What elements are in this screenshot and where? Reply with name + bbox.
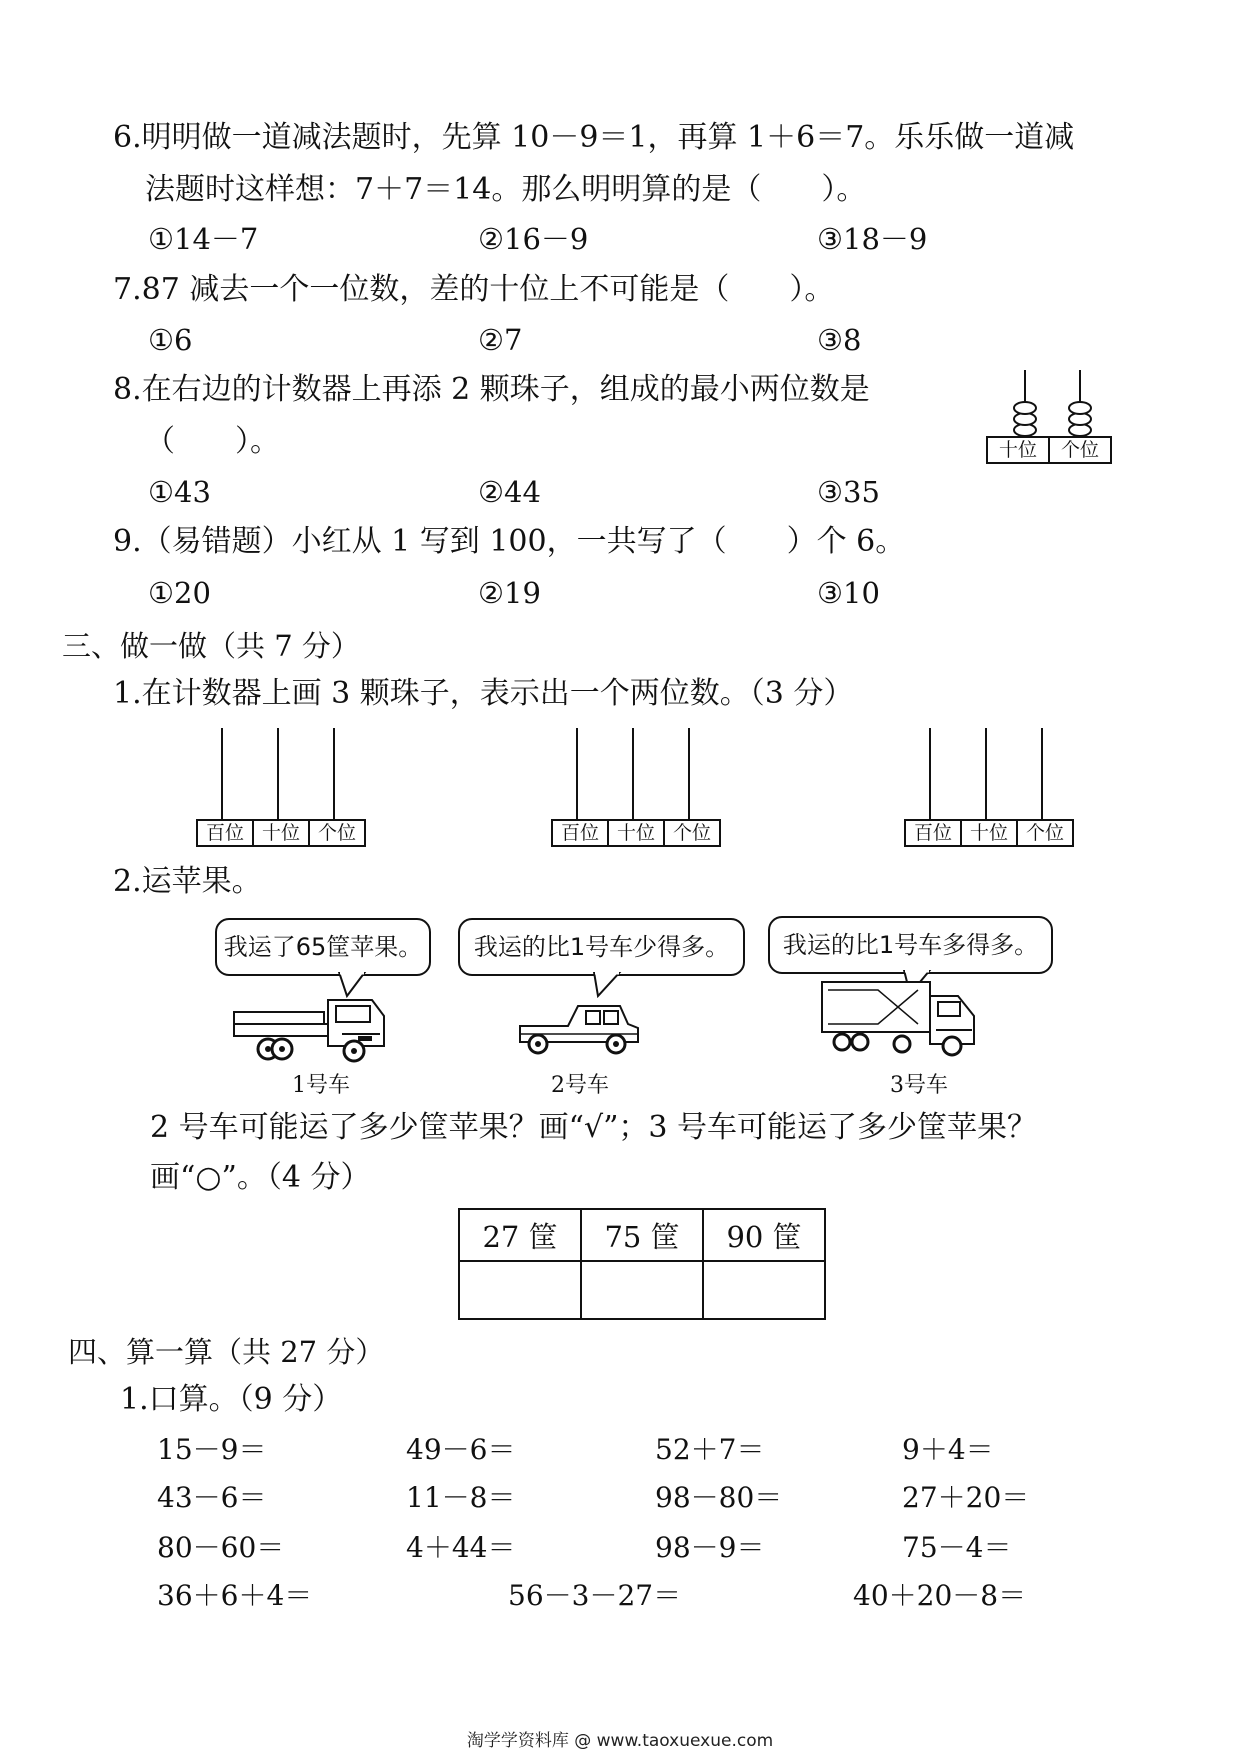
label-ones: 个位	[1025, 822, 1064, 844]
pickup-car-icon	[516, 1000, 644, 1060]
calc-item: 40＋20－8＝	[853, 1579, 1027, 1612]
abacus-rods	[551, 726, 721, 822]
empty-abacus-1[interactable]	[196, 726, 366, 846]
calc-item: 49－6＝	[406, 1433, 516, 1466]
empty-abacus-3[interactable]	[904, 726, 1074, 846]
answer-cell-90[interactable]	[703, 1261, 825, 1319]
question-8-line-2: （ ）。	[145, 424, 280, 459]
question-7-option-2: ②7	[478, 323, 523, 357]
question-6-option-2: ②16－9	[478, 222, 589, 256]
question-6-option-3: ③18－9	[817, 222, 928, 256]
question-6-option-1: ①14－7	[148, 222, 259, 256]
abacus-place-labels	[986, 436, 1112, 464]
table-header-27: 27 筐	[459, 1209, 581, 1261]
calc-item: 52＋7＝	[655, 1433, 765, 1466]
label-hundreds: 百位	[553, 821, 609, 845]
abacus-place-labels	[551, 819, 721, 847]
flatbed-truck-icon	[232, 994, 392, 1064]
question-7-option-3: ③8	[817, 323, 862, 357]
empty-abacus-2[interactable]	[551, 726, 721, 846]
label-tens: 十位	[988, 438, 1050, 462]
label-ones: 个位	[672, 822, 711, 844]
car-3-label: 3号车	[890, 1073, 948, 1098]
answer-table	[458, 1208, 826, 1320]
label-ones: 个位	[1060, 439, 1099, 461]
section-3-question-1: 1.在计数器上画 3 颗珠子，表示出一个两位数。（3 分）	[113, 676, 854, 711]
label-tens: 十位	[962, 821, 1018, 845]
speech-bubble-car-1: 我运了65筐苹果。	[215, 918, 431, 976]
abacus-rods-with-beads	[985, 368, 1115, 438]
calc-item: 15－9＝	[157, 1433, 267, 1466]
semi-truck-icon	[818, 976, 978, 1060]
footer-watermark: 淘学学资料库 @ www.taoxuexue.com	[466, 1731, 774, 1751]
speech-bubble-car-2: 我运的比1号车少得多。	[458, 918, 745, 976]
question-7-line-1: 7.87 减去一个一位数，差的十位上不可能是（ ）。	[113, 272, 835, 307]
section-3-prompt-line-2: 画“○”。（4 分）	[150, 1160, 371, 1195]
bubble-tail-icon	[590, 972, 630, 998]
question-9-option-3: ③10	[817, 576, 880, 610]
calc-item: 27＋20＝	[902, 1481, 1030, 1514]
speech-bubble-car-3: 我运的比1号车多得多。	[768, 916, 1053, 974]
question-8-option-1: ①43	[148, 475, 211, 509]
calc-item: 75－4＝	[902, 1531, 1012, 1564]
abacus-rods	[196, 726, 366, 822]
calc-item: 56－3－27＝	[508, 1579, 682, 1612]
label-tens: 十位	[609, 821, 665, 845]
label-ones: 个位	[317, 822, 356, 844]
calc-item: 36＋6＋4＝	[157, 1579, 313, 1612]
abacus-place-labels	[196, 819, 366, 847]
label-hundreds: 百位	[198, 821, 254, 845]
question-6-line-1: 6.明明做一道减法题时，先算 10－9＝1，再算 1＋6＝7。乐乐做一道减	[113, 120, 1075, 155]
calc-item: 43－6＝	[157, 1481, 267, 1514]
table-header-75: 75 筐	[581, 1209, 703, 1261]
question-7-option-1: ①6	[148, 323, 193, 357]
question-8-option-3: ③35	[817, 475, 880, 509]
label-tens: 十位	[254, 821, 310, 845]
car-1-label: 1号车	[292, 1073, 350, 1098]
answer-cell-75[interactable]	[581, 1261, 703, 1319]
question-9-option-1: ①20	[148, 576, 211, 610]
section-4-question-1: 1.口算。（9 分）	[120, 1382, 343, 1417]
calc-item: 11－8＝	[406, 1481, 516, 1514]
abacus-place-labels	[904, 819, 1074, 847]
table-header-90: 90 筐	[703, 1209, 825, 1261]
calc-item: 80－60＝	[157, 1531, 285, 1564]
label-hundreds: 百位	[906, 821, 962, 845]
calc-item: 9＋4＝	[902, 1433, 994, 1466]
calc-item: 98－9＝	[655, 1531, 765, 1564]
question-6-line-2: 法题时这样想：7＋7＝14。那么明明算的是（ ）。	[145, 172, 867, 207]
question-9-line-1: 9.（易错题）小红从 1 写到 100，一共写了（ ）个 6。	[113, 524, 906, 559]
calc-item: 98－80＝	[655, 1481, 783, 1514]
section-3-prompt-line-1: 2 号车可能运了多少筐苹果？画“√”；3 号车可能运了多少筐苹果？	[150, 1110, 1038, 1145]
section-3-question-2: 2.运苹果。	[113, 864, 262, 899]
section-4-title: 四、算一算（共 27 分）	[68, 1335, 385, 1369]
car-2-label: 2号车	[551, 1073, 609, 1098]
answer-cell-27[interactable]	[459, 1261, 581, 1319]
question-8-line-1: 8.在右边的计数器上再添 2 颗珠子，组成的最小两位数是	[113, 372, 870, 407]
question-9-option-2: ②19	[478, 576, 541, 610]
abacus-rods	[904, 726, 1074, 822]
calc-item: 4＋44＝	[406, 1531, 516, 1564]
question-8-option-2: ②44	[478, 475, 541, 509]
section-3-title: 三、做一做（共 7 分）	[62, 629, 360, 663]
question-8-abacus	[985, 368, 1115, 468]
